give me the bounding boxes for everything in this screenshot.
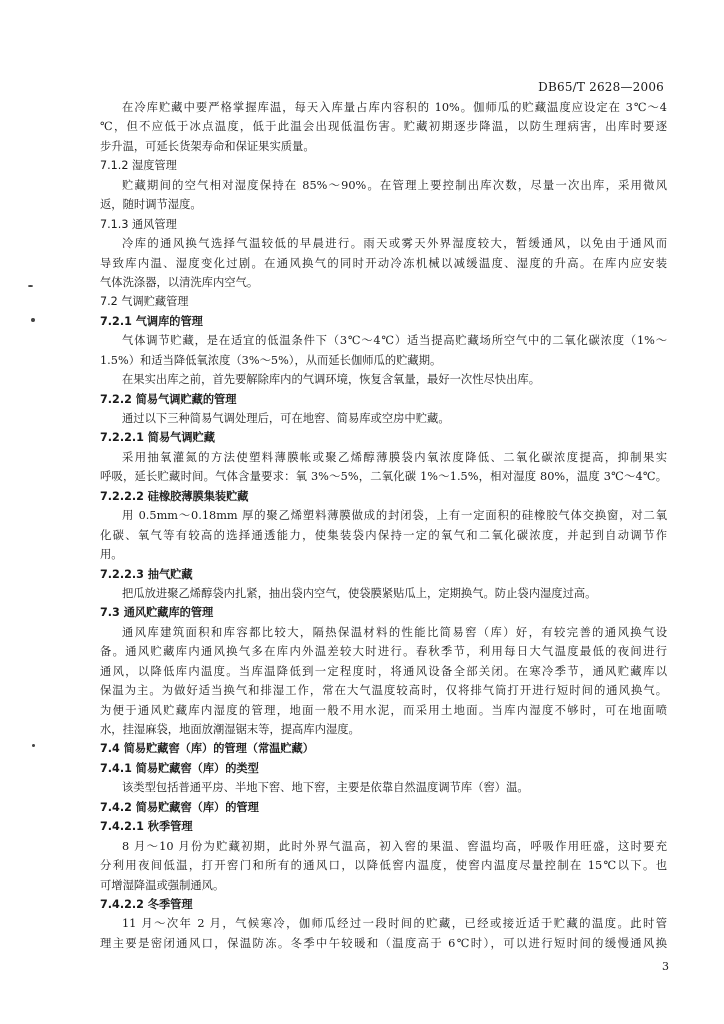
text-line: 贮藏期间的空气相对湿度保持在 85%～90%。在管理上要控制出库次数，尽量一次出库，采用微风 <box>122 178 667 192</box>
section-heading: 7.4.2 简易贮藏窖（库）的管理 <box>100 800 259 814</box>
text-line: 气体调节贮藏，是在适宜的低温条件下（3℃～4℃）适当提高贮藏场所空气中的二氧化碳浓度（1%～ <box>122 334 667 348</box>
section-heading: 7.4.2.1 秋季管理 <box>100 820 193 834</box>
text-line: 气体洗涤器，以清洗库内空气。 <box>100 275 259 289</box>
text-line: 在果实出库之前，首先要解除库内的气调环境，恢复含氧量，最好一次性尽快出库。 <box>122 373 540 387</box>
section-heading: 7.1.2 湿度管理 <box>100 159 177 173</box>
section-heading: 7.4.2.2 冬季管理 <box>100 897 193 911</box>
section-heading: 7.4 简易贮藏窖（库）的管理（常温贮藏） <box>100 742 314 756</box>
section-heading: 7.2 气调贮藏管理 <box>100 295 189 309</box>
text-line: 保温为主。为做好适当换气和排湿工作，常在大气温度较高时，仅将排气筒打开进行短时间的通风换气。 <box>100 684 667 698</box>
scan-speck <box>31 318 35 322</box>
text-line: 用 0.5mm～0.18mm 厚的聚乙烯塑料薄膜做成的封闭袋，上有一定面积的硅橡胶气体交换窗，对二氧 <box>122 509 667 523</box>
section-heading: 7.2.2.2 硅橡胶薄膜集装贮藏 <box>100 489 249 503</box>
scan-speck <box>28 285 33 287</box>
text-line: 理主要是密闭通风口，保温防冻。冬季中午较暖和（温度高于 6℃时），可以进行短时间的缓慢通风换 <box>100 936 667 950</box>
section-heading: 7.2.2.1 简易气调贮藏 <box>100 431 215 445</box>
body-text <box>100 98 667 953</box>
text-line: 水，挂湿麻袋，地面放潮湿锯末等，提高库内湿度。 <box>100 723 360 736</box>
section-heading: 7.2.1 气调库的管理 <box>100 314 203 328</box>
text-line: 返，随时调节湿度。 <box>100 198 202 212</box>
section-heading: 7.2.2 简易气调贮藏的管理 <box>100 392 237 406</box>
text-line: 11 月～次年 2 月，气候寒冷，伽师瓜经过一段时间的贮藏，已经或接近适于贮藏的温度。此时管 <box>122 917 667 931</box>
text-line: 为便于通风贮藏库内湿度的管理，地面一般不用水泥，而采用土地面。当库内湿度不够时，可在地面喷 <box>100 703 667 717</box>
text-line: 化碳、氧气等有较高的选择通透能力，使集装袋内保持一定的氧气和二氧化碳浓度，并起到自动调节作 <box>100 528 667 542</box>
section-heading: 7.1.3 通风管理 <box>100 217 177 231</box>
text-line: 分利用夜间低温，打开窖门和所有的通风口，以降低窖内温度，使窖内温度尽量控制在 15℃以下。也 <box>100 859 667 873</box>
text-line: 备。通风贮藏库内通风换气多在库内外温差较大时进行。春秋季节，利用每日大气温度最低的夜间进行 <box>100 645 667 659</box>
standard-code: DB65/T 2628—2006 <box>538 80 664 94</box>
text-line: 8 月～10 月份为贮藏初期，此时外界气温高，初入窖的果温、窖温均高，呼吸作用旺盛，这时要充 <box>122 839 667 853</box>
scan-speck <box>32 744 35 747</box>
section-heading: 7.2.2.3 抽气贮藏 <box>100 567 193 581</box>
text-line: 导致库内温、湿度变化过剧。在通风换气的同时开动冷冻机械以减缓温度、湿度的升高。在库内应安装 <box>100 256 667 270</box>
text-line: 冷库的通风换气选择气温较低的早晨进行。雨天或雾天外界湿度较大，暂缓通风，以免由于通风而 <box>122 237 667 251</box>
text-line: 用。 <box>100 548 123 562</box>
section-heading: 7.3 通风贮藏库的管理 <box>100 606 214 620</box>
text-line: 该类型包括普通平房、半地下窖、地下窖，主要是依靠自然温度调节库（窖）温。 <box>122 781 529 795</box>
text-line: 呼吸，延长贮藏时间。气体含量要求：氧 3%～5%，二氧化碳 1%～1.5%，相对湿度 80%，温度 3℃～4℃。 <box>100 470 667 484</box>
page-number: 3 <box>662 960 669 973</box>
text-line: 采用抽氧灌氮的方法使塑料薄膜帐或聚乙烯醇薄膜袋内氧浓度降低、二氧化碳浓度提高，抑制果实 <box>122 450 667 464</box>
text-line: 可增湿降温或强制通风。 <box>100 878 225 892</box>
text-line: 通风，以降低库内温度。当库温降低到一定程度时，将通风设备全部关闭。在寒冷季节，通风贮藏库以 <box>100 664 667 678</box>
text-line: 把瓜放进聚乙烯醇袋内扎紧，抽出袋内空气，使袋膜紧贴瓜上，定期换气。防止袋内湿度过高。 <box>122 586 597 600</box>
text-line: 1.5%）和适当降低氧浓度（3%～5%），从而延长伽师瓜的贮藏期。 <box>100 353 442 367</box>
text-line: 在冷库贮藏中要严格掌握库温，每天入库量占库内容积的 10%。伽师瓜的贮藏温度应设定在 3℃～4 <box>122 101 667 114</box>
text-line: ℃，但不应低于冰点温度，低于此温会出现低温伤害。贮藏初期逐步降温，以防生理病害，出库时要逐 <box>100 120 667 134</box>
section-heading: 7.4.1 简易贮藏窖（库）的类型 <box>100 761 259 775</box>
text-line: 通风库建筑面积和库容都比较大，隔热保温材料的性能比简易窖（库）好，有较完善的通风换气设 <box>122 625 667 639</box>
text-line: 通过以下三种简易气调处理后，可在地窖、简易库或空房中贮藏。 <box>122 412 450 425</box>
text-line: 步升温，可延长货架寿命和保证果实质量。 <box>100 139 315 153</box>
